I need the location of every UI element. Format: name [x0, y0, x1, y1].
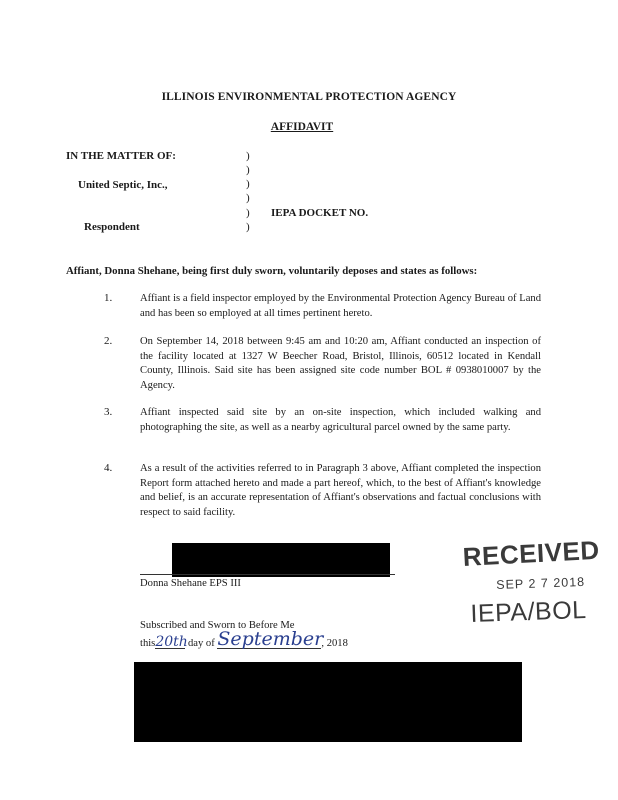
respondent-label: Respondent [84, 221, 140, 233]
item-number: 4. [104, 462, 113, 474]
intro-statement: Affiant, Donna Shehane, being first duly sworn, voluntarily deposes and states as follows: [66, 265, 478, 277]
signature-line [140, 574, 395, 575]
received-stamp-date: SEP 2 7 2018 [496, 574, 586, 592]
item-number: 2. [104, 335, 113, 347]
received-stamp-dept: IEPA/BOL [470, 595, 588, 628]
handwritten-day: 20th [155, 634, 188, 650]
item-number: 1. [104, 292, 113, 304]
caption-paren: ) [246, 192, 250, 204]
caption-paren: ) [246, 164, 250, 176]
notary-date-line [140, 628, 348, 650]
received-stamp: RECEIVED [462, 534, 601, 572]
notary-day-of: day of [187, 638, 215, 649]
document-title: AFFIDAVIT [270, 121, 334, 133]
agency-heading: ILLINOIS ENVIRONMENTAL PROTECTION AGENCY [161, 91, 457, 103]
redacted-signature [172, 543, 390, 577]
caption-paren: ) [246, 221, 250, 233]
handwritten-month: September [217, 628, 324, 650]
notary-line: Subscribed and Sworn to Before Me [140, 620, 295, 631]
day-blank [155, 634, 188, 650]
item-text: On September 14, 2018 between 9:45 am and 10:20 am, Affiant conducted an inspection of the facility located at 1327 W Beecher Road, Bristol, Illinois, 60512 located in Kendall County, Illinois. Said site has been assigned site code number BOL # 0938010007 by the Agency. [140, 336, 541, 391]
item-text: Affiant is a field inspector employed by the Environmental Protection Agency Bureau of Land and has been so employed at all times pertinent hereto. [140, 293, 541, 319]
party-name: United Septic, Inc., [78, 179, 168, 191]
caption-paren: ) [246, 178, 250, 190]
in-the-matter-label: IN THE MATTER OF: [66, 150, 176, 162]
caption-paren: ) [246, 150, 250, 162]
docket-label: IEPA DOCKET NO. [271, 207, 369, 219]
notary-this: this [140, 638, 156, 649]
item-text: As a result of the activities referred to in Paragraph 3 above, Affiant completed the inspection Report form attached hereto and made a part hereof, which, to the best of Affiant's knowledge and belief, is an accurate representation of Affiant's observations and factual conclusions with respect to said facility. [140, 463, 541, 518]
caption-paren: ) [246, 207, 250, 219]
item-number: 3. [104, 406, 113, 418]
notary-year: , 2018 [321, 638, 348, 649]
month-blank [217, 628, 324, 650]
redacted-notary-block [134, 662, 522, 742]
item-text: Affiant inspected said site by an on-site inspection, which included walking and photographing the site, as well as a nearby agricultural parcel owned by the same party. [140, 407, 541, 433]
signer-name: Donna Shehane EPS III [140, 578, 241, 589]
